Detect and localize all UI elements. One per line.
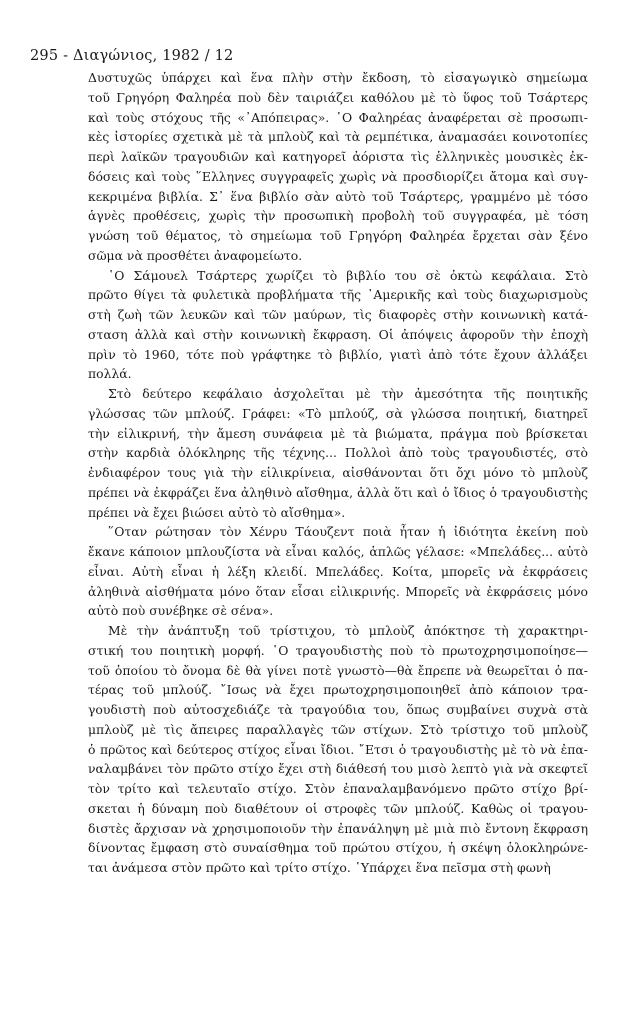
paragraph — [88, 68, 588, 266]
paragraph — [88, 522, 588, 621]
paragraph — [88, 621, 588, 878]
text-line: πολλά. — [88, 366, 132, 382]
text-line: ἐνδιαφέρον τους γιὰ τὴν εἰλικρίνεια, αἰσθάνονται ὅτι ὄχι μόνο τὸ μπλοὺζ — [88, 465, 588, 480]
text-line: πρέπει νὰ ἔχει βιώσει αὐτὸ τὸ αἴσθημα». — [88, 504, 346, 520]
text-line: πρὶν τὸ 1960, τότε ποὺ γράφτηκε τὸ βιβλίο, γιατὶ ἀπὸ τότε ἔχουν ἀλλάξει — [88, 346, 588, 362]
text-line: στική του ποιητικὴ μορφή. ῾Ο τραγουδιστὴς ποὺ τὸ πρωτοχρησιμοποίησε— — [88, 642, 588, 658]
text-line: μπλοὺζ μὲ τὶς ἄπειρες παραλλαγὲς τῶν στίχων. Στὸ τρίστιχο τοῦ μπλοὺζ — [88, 721, 588, 737]
text-line: ἔκανε κάποιον μπλουζίστα νὰ εἶναι καλός, ἁπλῶς γέλασε: «Μπελάδες... αὐτὸ — [88, 544, 588, 559]
text-line: στὴ ζωὴ τῶν λευκῶν καὶ τῶν μαύρων, τὶς διαφορὲς στὴν κοινωνικὴ κατά- — [88, 307, 588, 322]
text-line: Δυστυχῶς ὑπάρχει καὶ ἕνα πλὴν στὴν ἔκδοση, τὸ εἰσαγωγικὸ σημείωμα — [88, 70, 588, 85]
running-header: 295 - Διαγώνιος, 1982 / 12 — [30, 48, 234, 64]
text-line: σκεται ἡ δύναμη ποὺ διαθέτουν οἱ στροφὲς τῶν μπλούζ. Καθὼς οἱ τραγου- — [88, 800, 588, 816]
text-line: τὴν εἰλικρινή, τὴν ἄμεση συνάφεια μὲ τὰ βιώματα, πράγμα ποὺ βρίσκεται — [88, 425, 588, 441]
text-line: ται ἀνάμεσα στὸν πρῶτο καὶ τρίτο στίχο. ῾Υπάρχει ἕνα πεῖσμα στὴ φωνὴ — [88, 860, 551, 875]
text-line: ὁ πρῶτος καὶ δεύτερος στίχος εἶναι ἴδιοι. ῎Ετσι ὁ τραγουδιστὴς μὲ τὸ νὰ ἐπα- — [88, 741, 588, 757]
text-line: στὴν καρδιὰ ὁλόκληρης τῆς τέχνης... Πολλοὶ ἀπὸ τοὺς τραγουδιστές, στὸ — [88, 445, 588, 461]
text-line: ἀληθινὰ αἰσθήματα μόνο ὅταν εἶσαι εἰλικρινής. Μπορεῖς νὰ ἐκφράσεις μόνο — [88, 583, 588, 599]
text-line: αὐτὸ ποὺ συνέβηκε σὲ σένα». — [88, 603, 274, 619]
body-text — [88, 68, 588, 878]
paragraph — [88, 266, 588, 385]
text-line: ναλαμβάνει τὸν πρῶτο στίχο ἔχει στὴ διάθεσή του μισὸ λεπτὸ γιὰ νὰ σκεφτεῖ — [88, 761, 588, 777]
text-line: τοῦ Γρηγόρη Φαληρέα ποὺ δὲν ταιριάζει καθόλου μὲ τὸ ὕφος τοῦ Τσάρτερς — [88, 89, 588, 105]
text-line: τοῦ ὁποίου τὸ ὄνομα δὲ θὰ γίνει ποτὲ γνωστὸ—θὰ ἔπρεπε νὰ θεωρεῖται ὁ πα- — [88, 662, 588, 678]
text-line: διστὲς ἄρχισαν νὰ χρησιμοποιοῦν τὴν ἐπανάληψη μὲ μιὰ πιὸ ἔντονη ἔκφραση — [88, 820, 588, 836]
text-line: γνώση τοῦ θέματος, τὸ σημείωμα τοῦ Γρηγόρη Φαληρέα ἔρχεται σὰν ξένο — [88, 228, 588, 243]
text-line: καὶ τοὺς στόχους τῆς «᾿Απόπειρας». ῾Ο Φαληρέας ἀναφέρεται σὲ προσωπι- — [88, 109, 588, 125]
text-line: κὲς ἱστορίες σχετικὰ μὲ τὰ μπλοὺζ καὶ τὰ ρεμπέτικα, ἀναμασάει κοινοτοπίες — [88, 129, 588, 145]
text-line: Στὸ δεύτερο κεφάλαιο ἀσχολεῖται μὲ τὴν ἀμεσότητα τῆς ποιητικῆς — [108, 386, 588, 401]
text-line: ῞Οταν ρώτησαν τὸν Χένρυ Τάουζεντ ποιὰ ἦταν ἡ ἰδιότητα ἐκείνη ποὺ — [108, 524, 588, 540]
text-line: ῾Ο Σάμουελ Τσάρτερς χωρίζει τὸ βιβλίο του σὲ ὀκτὼ κεφάλαια. Στὸ — [108, 267, 588, 283]
text-line: κεκριμένα βιβλία. Σ᾿ ἕνα βιβλίο σὰν αὐτὸ τοῦ Τσάρτερς, γραμμένο μὲ τόσο — [88, 188, 588, 204]
text-line: περὶ λαϊκῶν τραγουδιῶν καὶ κατηγορεῖ ἀόριστα τὶς ἑλληνικὲς μουσικὲς ἐκ- — [88, 149, 588, 164]
text-line: σῶμα νὰ προσθέτει ἀναφομείωτο. — [88, 247, 303, 263]
text-line: εἶναι. Αὐτὴ εἶναι ἡ λέξη κλειδί. Μπελάδες. Κοίτα, μπορεῖς νὰ ἐκφράσεις — [88, 563, 588, 579]
text-line: πρῶτο θίγει τὰ φυλετικὰ προβλήματα τῆς ᾿Αμερικῆς καὶ τοὺς διαχωρισμοὺς — [88, 287, 588, 303]
text-line: πρέπει νὰ ἐκφράζει ἕνα ἀληθινὸ αἴσθημα, ἀλλὰ ὅτι καὶ ὁ ἴδιος ὁ τραγουδιστὴς — [88, 484, 588, 500]
text-line: δόσεις καὶ τοὺς ῞Ελληνες συγγραφεῖς χωρὶς νὰ προσδιορίζει ἄτομα καὶ συγ- — [88, 168, 588, 184]
text-line: τὸν τρίτο καὶ τελευταῖο στίχο. Στὸν ἐπαναλαμβανόμενο πρῶτο στίχο βρί- — [88, 781, 588, 796]
text-line: τέρας τοῦ μπλούζ. ῎Ισως νὰ ἔχει πρωτοχρησιμοποιηθεῖ ἀπὸ κάποιον τρα- — [88, 682, 588, 698]
text-line: ἁγνὲς προθέσεις, χωρὶς τὴν προσωπικὴ προβολὴ τοῦ συγγραφέα, μὲ τόση — [88, 208, 588, 224]
text-line: σταση ἀλλὰ καὶ στὴν κοινωνικὴ ἔκφραση. Οἱ ἀπόψεις ἀφοροῦν τὴν ἐποχὴ — [88, 326, 588, 342]
paragraph — [88, 384, 588, 522]
text-line: γλώσσας τῶν μπλούζ. Γράφει: «Τὸ μπλούζ, σὰ γλώσσα ποιητική, διατηρεῖ — [88, 405, 588, 421]
text-line: Μὲ τὴν ἀνάπτυξη τοῦ τρίστιχου, τὸ μπλοὺζ ἀπόκτησε τὴ χαρακτηρι- — [108, 623, 588, 638]
text-line: δίνοντας ἔμφαση στὸ συναίσθημα τοῦ πρώτου στίχου, ἡ σκέψη ὁλοκληρώνε- — [88, 840, 588, 856]
text-line: γουδιστὴ ποὺ αὐτοσχεδιάζε τὰ τραγούδια του, ὅπως συμβαίνει συχνὰ στὰ — [88, 702, 588, 717]
